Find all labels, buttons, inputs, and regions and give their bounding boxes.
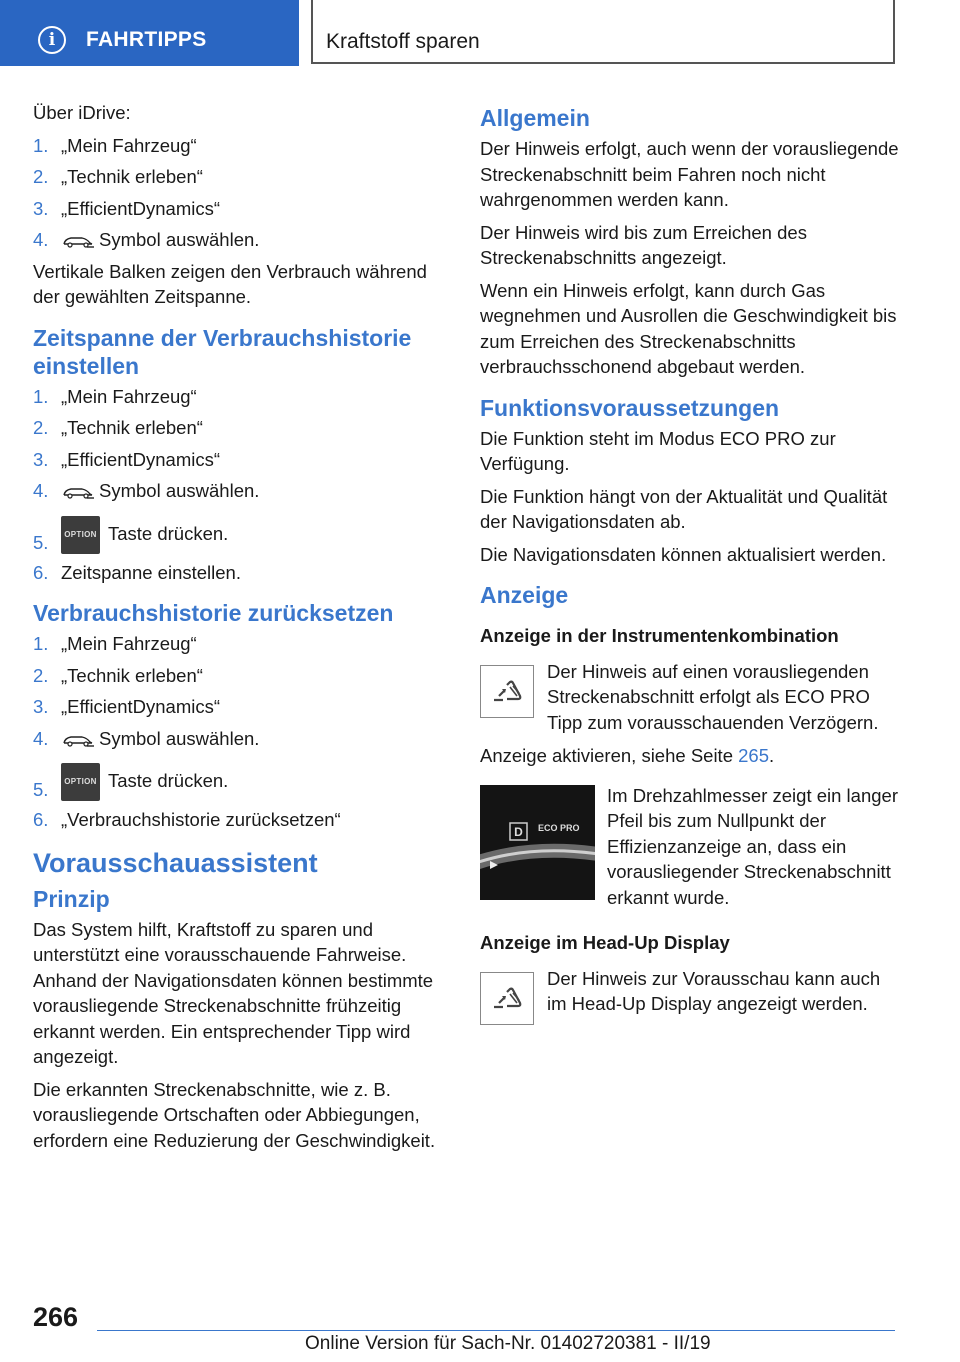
info-icon: i [38,26,66,54]
section-tab [0,0,299,66]
cluster-image [480,785,595,900]
funktion-text-2: Die Funktion hängt von der Aktualität und Qualität der Navigationsdaten ab. [480,485,888,532]
right-column [480,100,900,1034]
option-key-icon: OPTION [61,516,100,554]
prinzip-text-2: Die erkannten Streckenabschnitte, wie z. B. vorausliegende Ortschaften oder Abbiegungen, erfordern eine Reduzierung der Geschwindigkeit. [33,1078,436,1151]
list-item: 4. Symbol auswählen. [33,727,260,749]
kombi-figure [480,659,900,736]
list-item: 3. „EfficientDynamics“ [33,448,221,470]
kombi-reference: Anzeige aktivieren, siehe Seite 265. [480,745,775,766]
heading-instrumentenkombination: Anzeige in der Instrumentenkombination [480,625,839,646]
warning-deceleration-icon [480,972,534,1025]
heading-vorausschauassistent: Vorausschauassistent [33,847,318,878]
heading-allgemein: Allgemein [480,105,590,131]
option-key-icon: OPTION [61,763,100,801]
car-icon [61,485,95,499]
heading-funktionsvoraussetzungen: Funktionsvoraussetzungen [480,394,780,421]
list-item: 4. Symbol auswählen. [33,480,260,501]
heading-head-up-display: Anzeige im Head-Up Display [480,932,730,953]
list-item: 6. „Verbrauchshistorie zurücksetzen“ [33,809,341,830]
hud-text: Der Hinweis zur Vorausschau kann auch im Head-Up Display angezeigt werden. [547,967,881,1014]
zeitspanne-list [33,384,448,586]
car-icon [61,234,95,248]
car-icon [61,733,95,747]
allgemein-text-1: Der Hinweis erfolgt, auch wenn der vorausliegende Streckenabschnitt beim Fahren noch nicht wahrgenommen werden kann. [480,138,899,210]
hud-figure [480,966,900,1026]
cluster-gear: D [514,824,523,839]
list-item: 3. „EfficientDynamics“ [33,197,221,219]
list-item: 2. „Technik erleben“ [33,417,203,438]
footer-divider [97,1330,895,1331]
list-item: 1. „Mein Fahrzeug“ [33,633,197,654]
list-item: 6. Zeitspanne einstellen. [33,561,241,583]
cluster-text: Im Drehzahlmesser zeigt ein langer Pfeil bis zum Nullpunkt der Effizienzanzeige an, dass ein vorausliegender Streckenabschnitt erkannt wurde. [607,784,898,908]
left-column [33,100,448,1160]
funktion-text-1: Die Funktion steht im Modus ECO PRO zur Verfügung. [480,427,836,474]
heading-zuruecksetzen: Verbrauchshistorie zurücksetzen [33,600,394,626]
list-item: 5. OPTION Taste drücken. [33,757,448,801]
intro-text: Über iDrive: [33,102,131,123]
heading-anzeige: Anzeige [480,582,569,608]
funktion-text-3: Die Navigationsdaten können aktualisiert werden. [480,543,887,565]
list-item: 1. „Mein Fahrzeug“ [33,385,197,407]
heading-prinzip: Prinzip [33,885,110,912]
list-item: 3. „EfficientDynamics“ [33,696,221,717]
cluster-mode: ECO PRO [538,822,580,833]
list-item: 4. Symbol auswählen. [33,229,260,250]
cluster-figure [480,783,900,911]
kombi-text: Der Hinweis auf einen vorausliegenden Streckenabschnitt erfolgt als ECO PRO Tipp zum vorausschauenden Verzögern. [547,660,879,733]
section-label: FAHRTIPPS [86,28,207,51]
list-item: 5. OPTION Taste drücken. [33,510,448,554]
idrive-list [33,133,448,253]
allgemein-text-2: Der Hinweis wird bis zum Erreichen des Streckenabschnitts angezeigt. [480,221,807,268]
prinzip-text-1: Das System hilft, Kraftstoff zu sparen und unterstützt eine vorausschauende Fahrweise. Anhand der Navigationsdaten können bestimmte vorausliegende Streckenabschnitte frühzeitig erkannt werden. Ein entsprechender Tipp wird angezeigt. [33,918,434,1067]
list-item: 2. „Technik erleben“ [33,166,203,187]
page-link[interactable]: 265 [738,745,769,766]
bars-text: Vertikale Balken zeigen den Verbrauch während der gewählten Zeitspanne. [33,260,427,307]
list-item: 1. „Mein Fahrzeug“ [33,134,197,156]
zuruecksetzen-list [33,631,448,833]
list-item: 2. „Technik erleben“ [33,664,203,686]
warning-deceleration-icon [480,665,534,718]
page-title: Kraftstoff sparen [326,30,480,53]
allgemein-text-3: Wenn ein Hinweis erfolgt, kann durch Gas wegnehmen und Ausrollen die Geschwindigkeit bis zum Erreichen des Streckenabschnitts verbrauchsschonend abgebaut werden. [480,279,897,377]
heading-zeitspanne: Zeitspanne der Verbrauchshistorie einstellen [33,324,412,379]
page-number: 266 [33,1302,79,1332]
footer-text: Online Version für Sach-Nr. 01402720381 - II/19 [305,1333,711,1354]
